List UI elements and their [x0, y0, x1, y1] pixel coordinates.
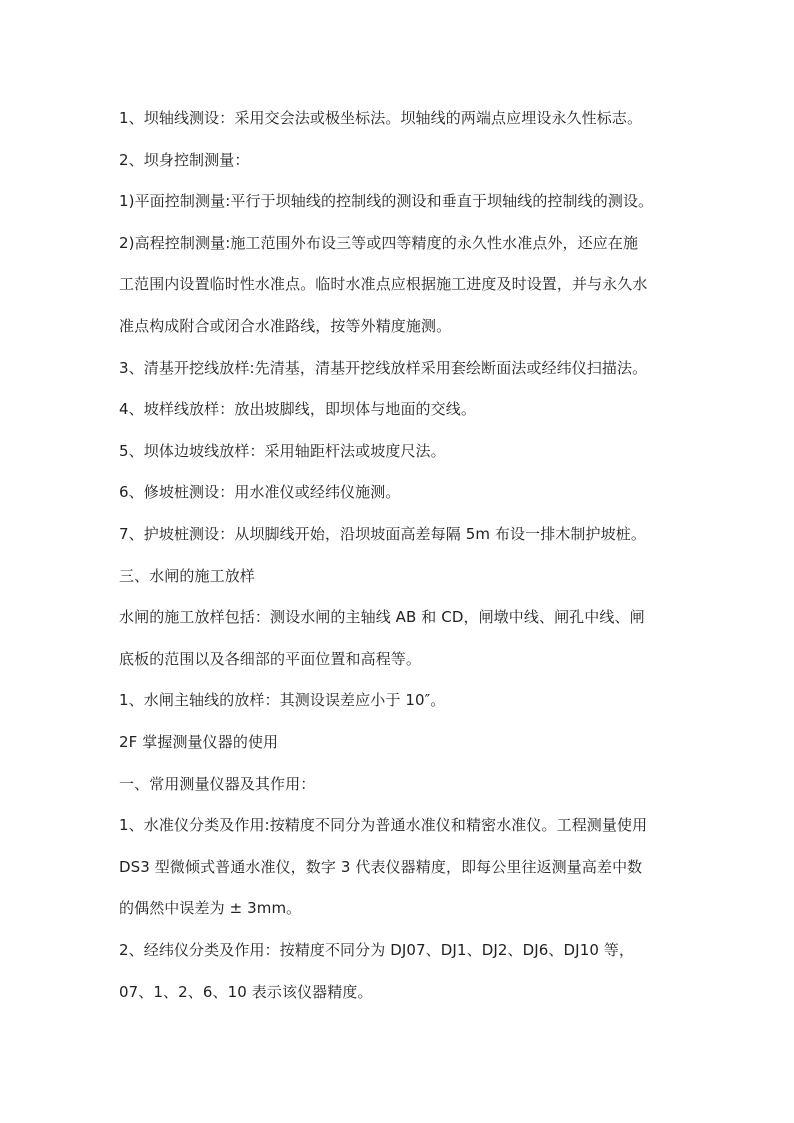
- text-line-dam-control: 2、坝身控制测量：: [119, 151, 250, 169]
- text-line-theodolite: 2、经纬仪分类及作用：按精度不同分为 DJ07、DJ1、DJ2、DJ6、DJ10 等，: [119, 941, 635, 959]
- text-line-sluice-layout-cont: 底板的范围以及各细部的平面位置和高程等。: [119, 650, 422, 668]
- text-line-level: 1、水准仪分类及作用:按精度不同分为普通水准仪和精密水准仪。工程测量使用: [119, 816, 648, 834]
- section-heading-common-instruments: 一、常用测量仪器及其作用：: [119, 775, 316, 793]
- text-line-sluice-axis: 1、水闸主轴线的放样：其测设误差应小于 10″。: [119, 691, 446, 709]
- text-line-elevation-control-cont: 工范围内设置临时性水准点。临时水准点应根据施工进度及时设置，并与永久水: [119, 275, 648, 293]
- text-line-theodolite-end: 07、1、2、6、10 表示该仪器精度。: [119, 983, 373, 1001]
- text-line-dam-axis: 1、坝轴线测设：采用交会法或极坐标法。坝轴线的两端点应埋设永久性标志。: [119, 109, 643, 127]
- text-line-foundation: 3、清基开挖线放样:先清基，清基开挖线放样采用套绘断面法或经纬仪扫描法。: [119, 359, 648, 377]
- text-line-slope-pile: 6、修坡桩测设：用水准仪或经纬仪施测。: [119, 483, 401, 501]
- text-line-elevation-control: 2)高程控制测量:施工范围外布设三等或四等精度的永久性水准点外，还应在施: [119, 234, 639, 252]
- text-line-slope-line: 4、坡样线放样：放出坡脚线，即坝体与地面的交线。: [119, 400, 476, 418]
- text-line-level-cont: DS3 型微倾式普通水准仪，数字 3 代表仪器精度，即每公里往返测量高差中数: [119, 858, 643, 876]
- section-heading-instruments: 2F 掌握测量仪器的使用: [119, 733, 279, 751]
- text-line-sluice-layout: 水闸的施工放样包括：测设水闸的主轴线 AB 和 CD，闸墩中线、闸孔中线、闸: [119, 608, 645, 626]
- text-line-protect-pile: 7、护坡桩测设：从坝脚线开始，沿坝坡面高差每隔 5m 布设一排木制护坡桩。: [119, 525, 646, 543]
- text-line-elevation-control-end: 准点构成附合或闭合水准路线，按等外精度施测。: [119, 317, 452, 335]
- text-line-level-end: 的偶然中误差为 ± 3mm。: [119, 899, 302, 917]
- text-line-side-slope: 5、坝体边坡线放样：采用轴距杆法或坡度尺法。: [119, 442, 446, 460]
- section-heading-sluice: 三、水闸的施工放样: [119, 567, 255, 585]
- text-line-plane-control: 1)平面控制测量:平行于坝轴线的控制线的测设和垂直于坝轴线的控制线的测设。: [119, 192, 654, 210]
